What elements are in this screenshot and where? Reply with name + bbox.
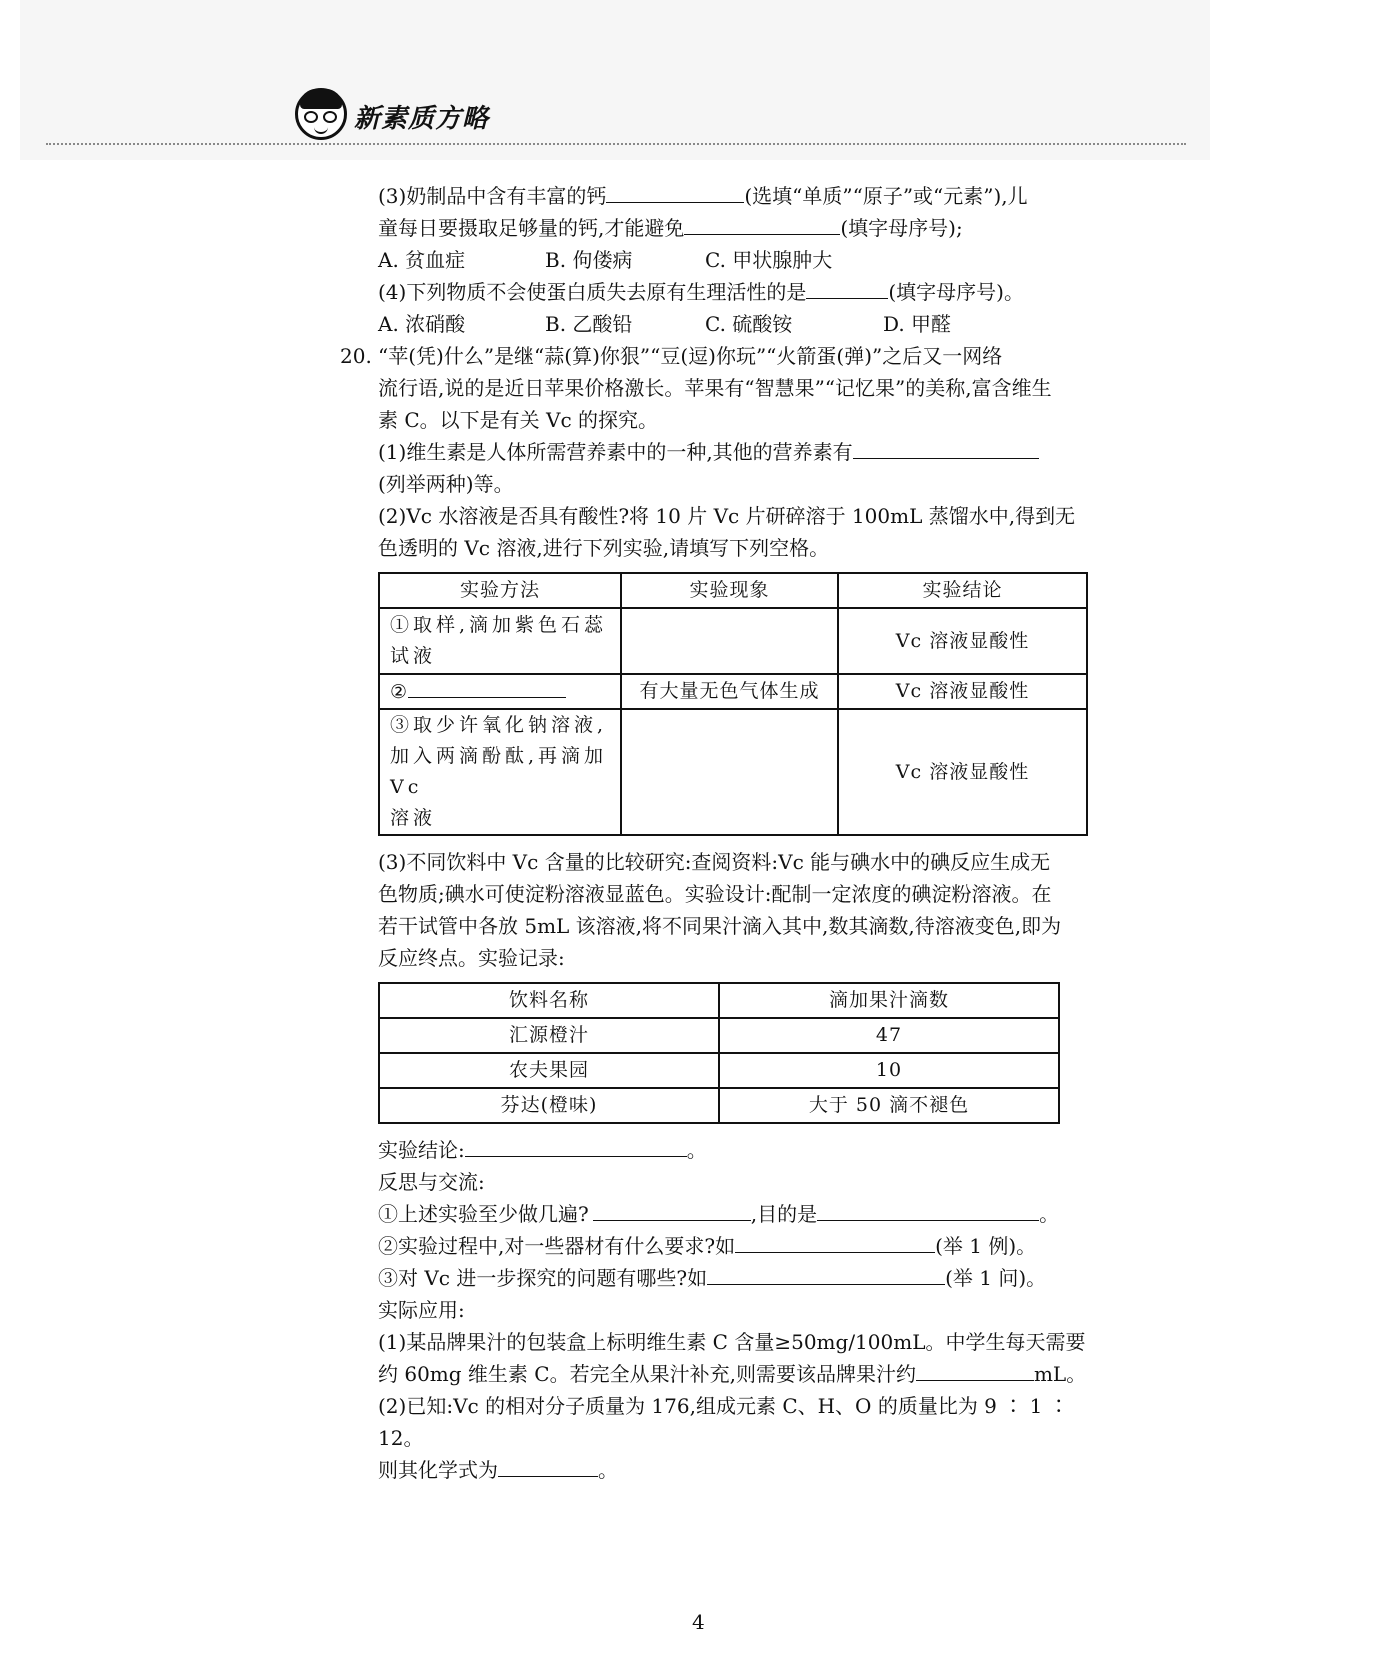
q20-part1 (378, 436, 1108, 468)
table-row (379, 1018, 1059, 1053)
table-header-row (379, 983, 1059, 1018)
table-header-row (379, 573, 1087, 608)
reflect-2 (378, 1230, 1108, 1262)
q20-part3-line2: 色物质;碘水可使淀粉溶液显蓝色。实验设计:配制一定浓度的碘淀粉溶液。在 (378, 882, 1052, 906)
column-header: 饮料名称 (379, 983, 719, 1018)
q19-part3-line2 (378, 212, 1108, 244)
text: ③对 Vc 进一步探究的问题有哪些?如 (378, 1266, 708, 1290)
phenomenon-cell: 有大量无色气体生成 (621, 674, 838, 709)
text: (3)奶制品中含有丰富的钙 (378, 184, 607, 208)
text: 实验结论: (378, 1138, 465, 1162)
answer-blank[interactable] (853, 436, 1039, 459)
q20-intro-line2: 流行语,说的是近日苹果价格激长。苹果有“智慧果”“记忆果”的美称,富含维生 (378, 376, 1052, 400)
table-row (379, 674, 1087, 709)
question-content (340, 180, 1108, 1486)
apply-2-line2 (378, 1454, 1108, 1486)
text: (举 1 问)。 (945, 1266, 1047, 1290)
mascot-logo-icon (295, 88, 347, 140)
option-c: C. 甲状腺肿大 (705, 248, 833, 272)
apply-1-line2 (378, 1358, 1108, 1390)
page-number: 4 (692, 1610, 705, 1634)
conclusion-cell: Vc 溶液显酸性 (838, 674, 1087, 709)
drink-name: 农夫果园 (379, 1053, 719, 1088)
page-header (20, 0, 1210, 160)
text: (举 1 例)。 (935, 1234, 1037, 1258)
text: 试液 (390, 645, 437, 667)
conclusion-line (378, 1134, 1108, 1166)
text: ,目的是 (750, 1202, 818, 1226)
answer-blank[interactable] (408, 675, 566, 698)
column-header: 实验结论 (838, 573, 1087, 608)
q20-part3-line4: 反应终点。实验记录: (378, 946, 565, 970)
option-b: B. 乙酸铅 (545, 312, 633, 336)
column-header: 滴加果汁滴数 (719, 983, 1059, 1018)
reflect-3 (378, 1262, 1108, 1294)
q20-part2: (2)Vc 水溶液是否具有酸性?将 10 片 Vc 片研碎溶于 100mL 蒸馏水中,得到无 (378, 504, 1076, 528)
answer-blank[interactable] (498, 1454, 598, 1477)
text: ②实验过程中,对一些器材有什么要求?如 (378, 1234, 736, 1258)
conclusion-cell: Vc 溶液显酸性 (838, 709, 1087, 835)
answer-blank[interactable] (707, 1262, 945, 1285)
option-c: C. 硫酸铵 (705, 312, 793, 336)
answer-blank[interactable] (606, 180, 744, 203)
drop-count: 大于 50 滴不褪色 (719, 1088, 1059, 1123)
text: (选填“单质”“原子”或“元素”),儿 (744, 184, 1028, 208)
option-b: B. 佝偻病 (545, 248, 633, 272)
header-divider (46, 143, 1186, 145)
phenomenon-cell[interactable] (621, 608, 838, 674)
q19-options-3 (378, 244, 1108, 276)
answer-blank[interactable] (735, 1230, 935, 1253)
method-cell (379, 674, 621, 709)
drop-count: 47 (719, 1018, 1059, 1053)
answer-blank[interactable] (817, 1198, 1039, 1221)
phenomenon-cell[interactable] (621, 709, 838, 835)
table-row (379, 608, 1087, 674)
q20-part2-line2: 色透明的 Vc 溶液,进行下列实验,请填写下列空格。 (378, 536, 830, 560)
q20-part1-line2: (列举两种)等。 (378, 472, 514, 496)
answer-blank[interactable] (684, 212, 840, 235)
answer-blank[interactable] (916, 1358, 1034, 1381)
option-a: A. 浓硝酸 (378, 312, 466, 336)
text: “苹(凭)什么”是继“蒜(算)你狠”“豆(逗)你玩”“火箭蛋(弹)”之后又一网络 (378, 344, 1003, 368)
text: 。 (1039, 1202, 1060, 1226)
q19-part4 (378, 276, 1108, 308)
table-row (379, 1088, 1059, 1123)
q20-intro (340, 340, 1108, 372)
drink-name: 芬达(橙味) (379, 1088, 719, 1123)
brand-logo-text: 新素质方略 (354, 104, 490, 134)
answer-blank[interactable] (806, 276, 888, 299)
method-cell (379, 709, 621, 835)
question-number: 20. (340, 344, 372, 368)
apply-2: (2)已知:Vc 的相对分子质量为 176,组成元素 C、H、O 的质量比为 9 ∶ 1 ∶ 12。 (378, 1394, 1069, 1450)
text: mL。 (1033, 1362, 1087, 1386)
table-row (379, 1053, 1059, 1088)
conclusion-cell: Vc 溶液显酸性 (838, 608, 1087, 674)
q20-part3: (3)不同饮料中 Vc 含量的比较研究:查阅资料:Vc 能与碘水中的碘反应生成无 (378, 850, 1051, 874)
text: ①上述实验至少做几遍? (378, 1202, 589, 1226)
option-a: A. 贫血症 (378, 248, 466, 272)
apply-label: 实际应用: (378, 1298, 465, 1322)
q20-part3-line3: 若干试管中各放 5mL 该溶液,将不同果汁滴入其中,数其滴数,待溶液变色,即为 (378, 914, 1062, 938)
text: 。 (598, 1458, 618, 1482)
experiment-table (378, 572, 1088, 836)
text: (填字母序号); (840, 216, 963, 240)
text: (1)维生素是人体所需营养素中的一种,其他的营养素有 (378, 440, 853, 464)
drink-name: 汇源橙汁 (379, 1018, 719, 1053)
text: ② (390, 681, 409, 703)
answer-blank[interactable] (593, 1198, 751, 1221)
reflect-label: 反思与交流: (378, 1170, 485, 1194)
column-header: 实验方法 (379, 573, 621, 608)
column-header: 实验现象 (621, 573, 838, 608)
text: (填字母序号)。 (888, 280, 1024, 304)
text: ①取样,滴加紫色石蕊 (390, 614, 608, 636)
text: 。 (686, 1138, 707, 1162)
text: 溶液 (390, 807, 437, 829)
option-d: D. 甲醛 (883, 312, 952, 336)
reflect-1 (378, 1198, 1108, 1230)
text: (4)下列物质不会使蛋白质失去原有生理活性的是 (378, 280, 807, 304)
q20-intro-line3: 素 C。以下是有关 Vc 的探究。 (378, 408, 659, 432)
apply-1: (1)某品牌果汁的包装盒上标明维生素 C 含量≥50mg/100mL。中学生每天需要 (378, 1330, 1086, 1354)
text: 加入两滴酚酞,再滴加 Vc (390, 745, 608, 798)
juice-record-table (378, 982, 1060, 1124)
text: 则其化学式为 (378, 1458, 498, 1482)
drop-count: 10 (719, 1053, 1059, 1088)
answer-blank[interactable] (465, 1134, 687, 1157)
table-row (379, 709, 1087, 835)
q19-part3 (378, 180, 1108, 212)
q19-options-4 (378, 308, 1108, 340)
text: ③取少许氧化钠溶液, (390, 714, 608, 736)
text: 约 60mg 维生素 C。若完全从果汁补充,则需要该品牌果汁约 (378, 1362, 916, 1386)
text: 童每日要摄取足够量的钙,才能避免 (378, 216, 685, 240)
method-cell (379, 608, 621, 674)
